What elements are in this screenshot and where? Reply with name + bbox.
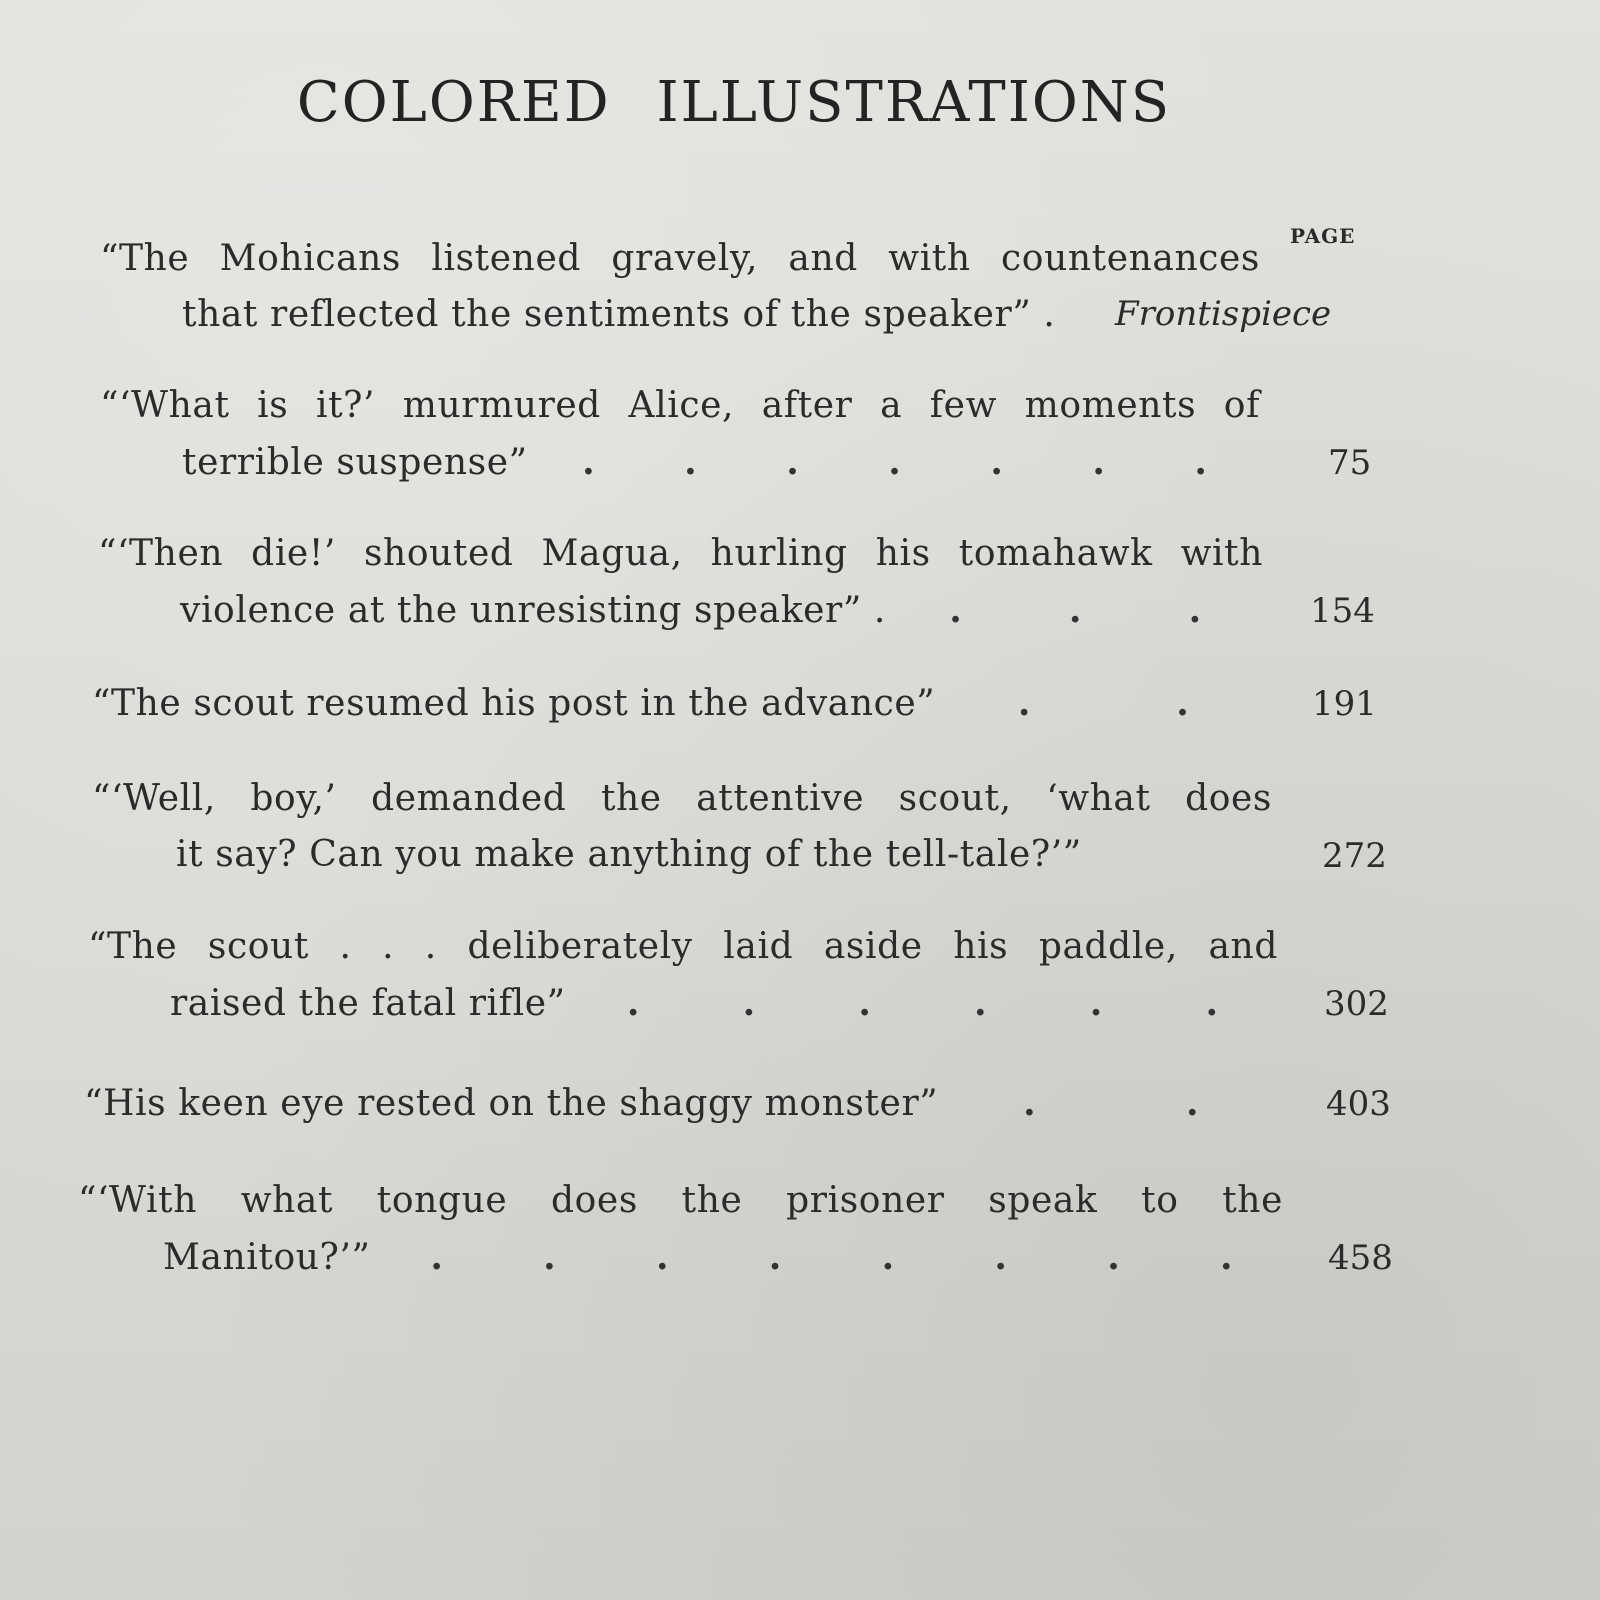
caption-line-1: “The scout . . . deliberately laid aside his paddle, and — [88, 926, 1278, 967]
leader-dot: . — [626, 982, 641, 1024]
leader-dot: . — [1186, 1082, 1200, 1124]
illustration-entry — [100, 385, 1420, 495]
leader-dot: . — [974, 982, 988, 1024]
leader-dot: . — [1023, 1082, 1037, 1124]
caption-line-1: “‘What is it?’ murmured Alice, after a few moments of — [100, 385, 1260, 426]
caption-line-2-text: Manitou?’” — [163, 1237, 371, 1278]
dot-leader — [886, 589, 1265, 631]
leader-dot: . — [742, 982, 756, 1024]
leader-dot: . — [994, 1236, 1008, 1278]
leader-dot: . — [1068, 589, 1083, 631]
caption-line-2-text: “His keen eye rested on the shaggy monster” — [84, 1083, 939, 1124]
illustration-entry — [88, 926, 1408, 1036]
page-number: Frontispiece — [1115, 294, 1332, 334]
page-column-label: PAGE — [1290, 224, 1356, 248]
leader-dot: . — [582, 441, 596, 483]
leader-dot: . — [1220, 1236, 1234, 1278]
illustration-entry — [92, 682, 1412, 742]
page-number: 458 — [1328, 1238, 1393, 1278]
leader-dot: . — [990, 441, 1004, 483]
leader-dot: . — [858, 982, 872, 1024]
dot-leader — [371, 1236, 1294, 1278]
leader-dot: . — [684, 441, 698, 483]
leader-dot: . — [1205, 982, 1219, 1024]
page-number: 191 — [1312, 684, 1377, 724]
page-title: COLORED ILLUSTRATIONS — [296, 70, 1172, 135]
dot-leader — [566, 982, 1280, 1024]
caption-line-2 — [180, 589, 1265, 631]
leader-dot: . — [655, 1236, 670, 1278]
leader-dot: . — [786, 441, 800, 483]
caption-line-2 — [176, 834, 1271, 875]
illustration-entry — [92, 778, 1412, 888]
leader-dot: . — [888, 441, 902, 483]
page-number: 75 — [1328, 443, 1372, 483]
page-number: 154 — [1310, 591, 1375, 631]
illustration-entry — [98, 533, 1418, 643]
leader-dot: . — [1092, 441, 1106, 483]
caption-line-1: “The Mohicans listened gravely, and with countenances — [100, 238, 1260, 279]
caption-line-2 — [170, 982, 1280, 1024]
dot-leader — [528, 441, 1262, 483]
leader-dot: . — [949, 589, 963, 631]
caption-line-1: “‘With what tongue does the prisoner speak to the — [78, 1180, 1283, 1221]
caption-line-2 — [92, 682, 1272, 724]
caption-line-2-text: that reflected the sentiments of the speaker” . — [182, 294, 1056, 335]
caption-line-2 — [163, 1236, 1293, 1278]
caption-line-2-text: violence at the unresisting speaker” . — [180, 590, 886, 631]
leader-dot: . — [543, 1236, 557, 1278]
illustration-entry — [100, 238, 1420, 348]
page-number: 302 — [1324, 984, 1389, 1024]
caption-line-2-text: raised the fatal rifle” — [170, 983, 566, 1024]
caption-line-1: “‘Then die!’ shouted Magua, hurling his tomahawk with — [98, 533, 1263, 574]
leader-dot: . — [1089, 982, 1103, 1024]
caption-line-2 — [84, 1082, 1284, 1124]
caption-line-2-text: “The scout resumed his post in the advance” — [92, 683, 936, 724]
leader-dot: . — [1188, 589, 1202, 631]
leader-dot: . — [1107, 1236, 1121, 1278]
caption-line-2 — [182, 441, 1262, 483]
leader-dot: . — [768, 1236, 782, 1278]
illustration-entry — [84, 1082, 1404, 1142]
leader-dot: . — [1176, 682, 1190, 724]
page-number: 272 — [1322, 836, 1387, 876]
leader-dot: . — [1194, 441, 1208, 483]
caption-line-2-text: it say? Can you make anything of the tell-tale?’” — [176, 834, 1082, 875]
leader-dot: . — [1017, 682, 1032, 724]
caption-line-1: “‘Well, boy,’ demanded the attentive scout, ‘what does — [92, 778, 1272, 819]
leader-dot: . — [430, 1236, 444, 1278]
caption-line-2-text: terrible suspense” — [182, 442, 528, 483]
illustration-entry — [78, 1180, 1398, 1290]
leader-dot: . — [881, 1236, 895, 1278]
dot-leader — [935, 682, 1272, 724]
dot-leader — [938, 1082, 1284, 1124]
page-number: 403 — [1326, 1084, 1391, 1124]
